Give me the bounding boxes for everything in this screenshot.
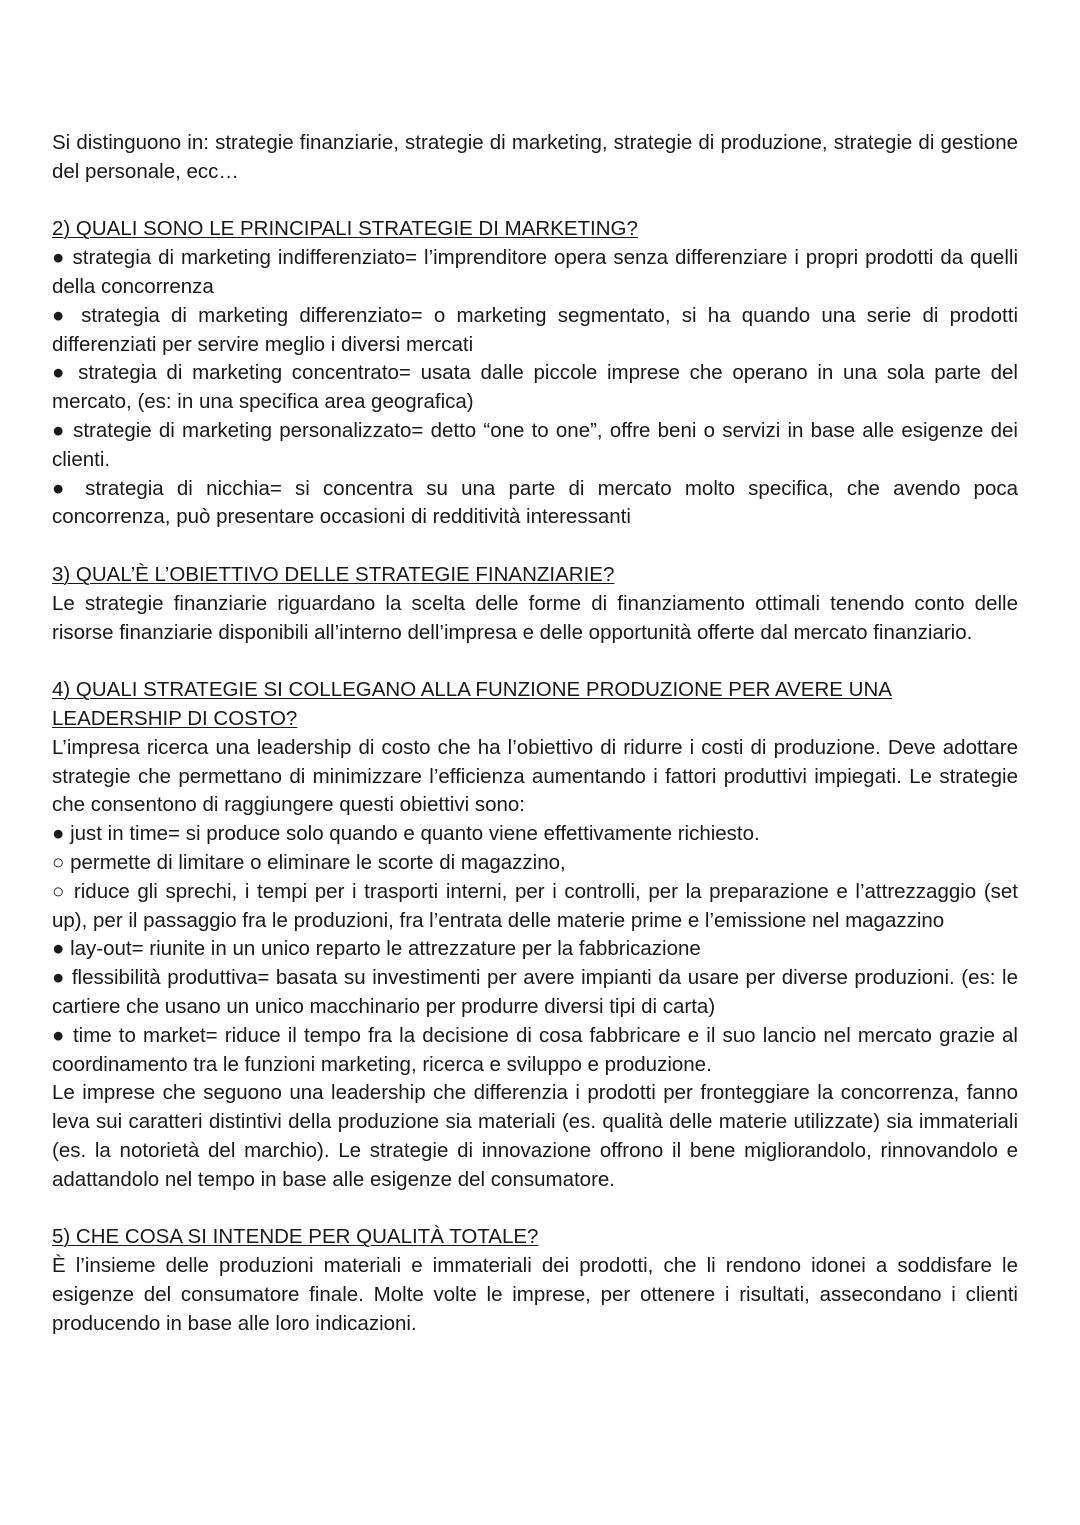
list-item: ● strategia di marketing differenziato= o marketing segmentato, si ha quando una serie di prodotti differenziati per servire meglio i diversi mercati <box>52 303 1018 356</box>
list-item: ● strategia di marketing concentrato= usata dalle piccole imprese che operano in una sola parte del mercato, (es: in una specifica area geografica) <box>52 361 1018 414</box>
intro-paragraph: Si distinguono in: strategie finanziarie, strategie di marketing, strategie di produzione, strategie di gestione del personale, ecc… <box>52 131 1018 183</box>
section-heading: 2) QUALI SONO LE PRINCIPALI STRATEGIE DI MARKETING? <box>52 217 638 241</box>
list-item: ● just in time= si produce solo quando e quanto viene effettivamente richiesto. <box>52 822 760 846</box>
section-cost-leadership <box>52 676 1018 1194</box>
section-heading: 4) QUALI STRATEGIE SI COLLEGANO ALLA FUNZIONE PRODUZIONE PER AVERE UNA LEADERSHIP DI COSTO? <box>52 678 892 730</box>
body-paragraph: Le imprese che seguono una leadership che differenzia i prodotti per fronteggiare la concorrenza, fanno leva sui caratteri distintivi della produzione sia materiali (es. qualità delle materie utilizzate) sia immateriali (es. la notorietà del marchio). Le strategie di innovazione offrono il bene migliorandolo, rinnovandolo e adattandolo nel tempo in base alle esigenze del consumatore. <box>52 1081 1018 1191</box>
list-item: ● strategia di nicchia= si concentra su una parte di mercato molto specifica, che avendo poca concorrenza, può presentare occasioni di redditività interessanti <box>52 476 1018 529</box>
list-item: ● time to market= riduce il tempo fra la decisione di cosa fabbricare e il suo lancio nel mercato grazie al coordinamento tra le funzioni marketing, ricerca e sviluppo e produzione. <box>52 1023 1018 1076</box>
section-heading: 5) CHE COSA SI INTENDE PER QUALITÀ TOTALE? <box>52 1225 539 1249</box>
body-paragraph: È l’insieme delle produzioni materiali e immateriali dei prodotti, che li rendono idonei a soddisfare le esigenze del consumatore finale. Molte volte le imprese, per ottenere i risultati, assecondano i clienti producendo in base alle loro indicazioni. <box>52 1254 1018 1335</box>
section-heading: 3) QUAL’È L’OBIETTIVO DELLE STRATEGIE FINANZIARIE? <box>52 562 615 586</box>
section-marketing-strategies <box>52 215 1018 532</box>
body-paragraph: Le strategie finanziarie riguardano la scelta delle forme di finanziamento ottimali tenendo conto delle risorse finanziarie disponibili all’interno dell’impresa e delle opportunità offerte dal mercato finanziario. <box>52 591 1018 644</box>
section-total-quality <box>52 1223 1018 1338</box>
sub-list-item: ○ permette di limitare o eliminare le scorte di magazzino, <box>52 850 566 874</box>
section-financial-strategies <box>52 561 1018 647</box>
list-item: ● strategia di marketing indifferenziato= l’imprenditore opera senza differenziare i propri prodotti da quelli della concorrenza <box>52 246 1018 298</box>
list-item: ● lay-out= riunite in un unico reparto le attrezzature per la fabbricazione <box>52 937 701 961</box>
list-item: ● flessibilità produttiva= basata su investimenti per avere impianti da usare per diverse produzioni. (es: le cartiere che usano un unico macchinario per produrre diversi tipi di carta) <box>52 966 1018 1018</box>
body-paragraph: L’impresa ricerca una leadership di costo che ha l’obiettivo di ridurre i costi di produzione. Deve adottare strategie che permettano di minimizzare l’efficienza aumentando i fattori produttivi impiegati. Le strategie che consentono di raggiungere questi obiettivi sono: <box>52 735 1018 817</box>
list-item: ● strategie di marketing personalizzato= detto “one to one”, offre beni o servizi in base alle esigenze dei clienti. <box>52 418 1018 471</box>
document-page <box>52 129 1018 1338</box>
sub-list-item: ○ riduce gli sprechi, i tempi per i trasporti interni, per i controlli, per la preparazione e l’attrezzaggio (set up), per il passaggio fra le produzioni, fra l’entrata delle materie prime e l’emissione nel magazzino <box>52 879 1018 932</box>
